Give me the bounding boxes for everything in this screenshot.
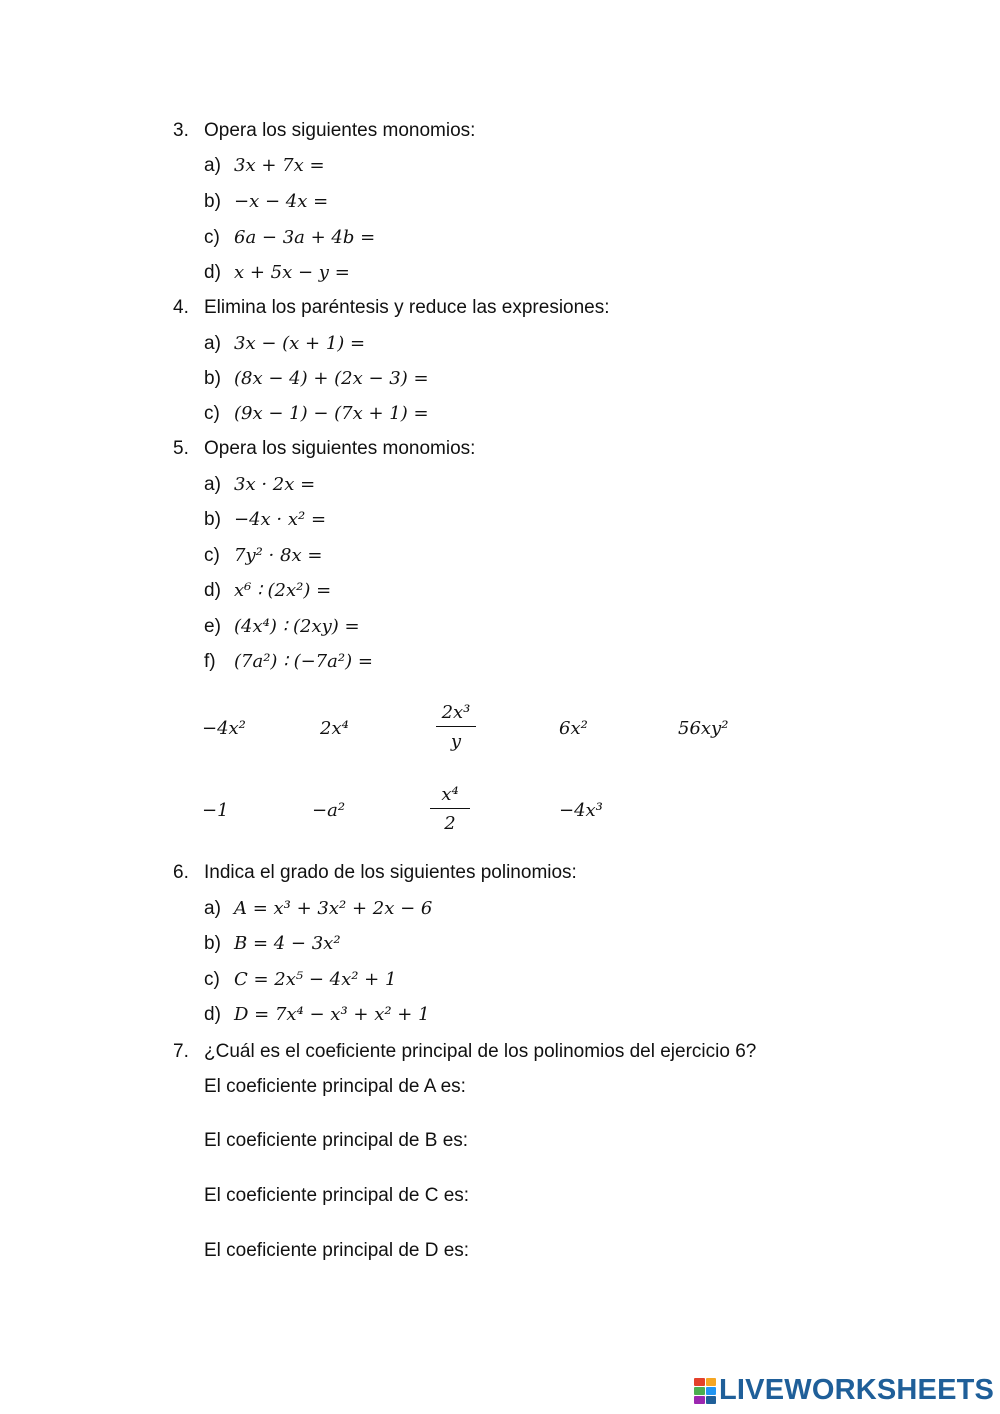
item-expression: (7a²) ∶ (−7a²) =: [234, 651, 373, 672]
item-expression: −x − 4x =: [234, 191, 329, 212]
item-label: a): [204, 898, 221, 919]
question-title: Indica el grado de los siguientes polinomios:: [204, 862, 577, 883]
fraction-denominator: 2: [444, 813, 456, 834]
answer-option[interactable]: −4x²: [202, 718, 246, 739]
answer-option[interactable]: 6x²: [559, 718, 588, 739]
question-title: Opera los siguientes monomios:: [204, 120, 476, 141]
answer-option[interactable]: −4x³: [559, 800, 603, 821]
item-label: b): [204, 191, 221, 212]
item-expression: (8x − 4) + (2x − 3) =: [234, 368, 429, 389]
item-label: d): [204, 580, 221, 601]
brand-name: LIVEWORKSHEETS: [719, 1374, 995, 1406]
answer-line-d: El coeficiente principal de D es:: [204, 1240, 470, 1261]
answer-option[interactable]: −a²: [312, 800, 346, 821]
item-label: b): [204, 509, 221, 530]
question-number: 6.: [173, 862, 189, 883]
item-label: b): [204, 368, 221, 389]
item-label: f): [204, 651, 216, 672]
item-expression: (9x − 1) − (7x + 1) =: [234, 403, 429, 424]
question-number: 5.: [173, 438, 189, 459]
answer-line-a: El coeficiente principal de A es:: [204, 1076, 466, 1097]
item-expression: B = 4 − 3x²: [234, 933, 341, 954]
item-expression: 6a − 3a + 4b =: [234, 227, 376, 248]
answer-option-fraction[interactable]: [430, 784, 470, 834]
question-title: ¿Cuál es el coeficiente principal de los polinomios del ejercicio 6?: [204, 1041, 757, 1062]
liveworksheets-logo-icon: [694, 1378, 716, 1404]
item-label: a): [204, 474, 221, 495]
item-label: e): [204, 616, 221, 637]
question-number: 3.: [173, 120, 189, 141]
item-label: c): [204, 545, 220, 566]
fraction-numerator: x⁴: [430, 784, 470, 809]
item-expression: 3x + 7x =: [234, 155, 325, 176]
question-title: Elimina los paréntesis y reduce las expresiones:: [204, 297, 610, 318]
question-title: Opera los siguientes monomios:: [204, 438, 476, 459]
item-label: d): [204, 262, 221, 283]
answer-line-c: El coeficiente principal de C es:: [204, 1185, 470, 1206]
item-expression: 3x − (x + 1) =: [234, 333, 366, 354]
item-expression: −4x · x² =: [234, 509, 327, 530]
question-number: 4.: [173, 297, 189, 318]
item-label: c): [204, 969, 220, 990]
item-label: a): [204, 333, 221, 354]
answer-option[interactable]: 2x⁴: [320, 718, 349, 739]
answer-option[interactable]: −1: [202, 800, 229, 821]
fraction-denominator: y: [450, 731, 462, 752]
item-label: a): [204, 155, 221, 176]
item-expression: 3x · 2x =: [234, 474, 316, 495]
item-expression: C = 2x⁵ − 4x² + 1: [234, 969, 397, 990]
item-expression: D = 7x⁴ − x³ + x² + 1: [234, 1004, 430, 1025]
question-number: 7.: [173, 1041, 189, 1062]
answer-line-b: El coeficiente principal de B es:: [204, 1130, 469, 1151]
item-expression: (4x⁴) ∶ (2xy) =: [234, 616, 360, 637]
item-expression: x + 5x − y =: [234, 262, 350, 283]
item-expression: x⁶ ∶ (2x²) =: [234, 580, 332, 601]
answer-option[interactable]: 56xy²: [678, 718, 729, 739]
item-expression: 7y² · 8x =: [234, 545, 323, 566]
item-label: c): [204, 227, 220, 248]
item-expression: A = x³ + 3x² + 2x − 6: [234, 898, 433, 919]
item-label: c): [204, 403, 220, 424]
item-label: b): [204, 933, 221, 954]
item-label: d): [204, 1004, 221, 1025]
fraction-numerator: 2x³: [436, 702, 476, 727]
answer-option-fraction[interactable]: [436, 702, 476, 752]
liveworksheets-logo: [694, 1374, 994, 1407]
